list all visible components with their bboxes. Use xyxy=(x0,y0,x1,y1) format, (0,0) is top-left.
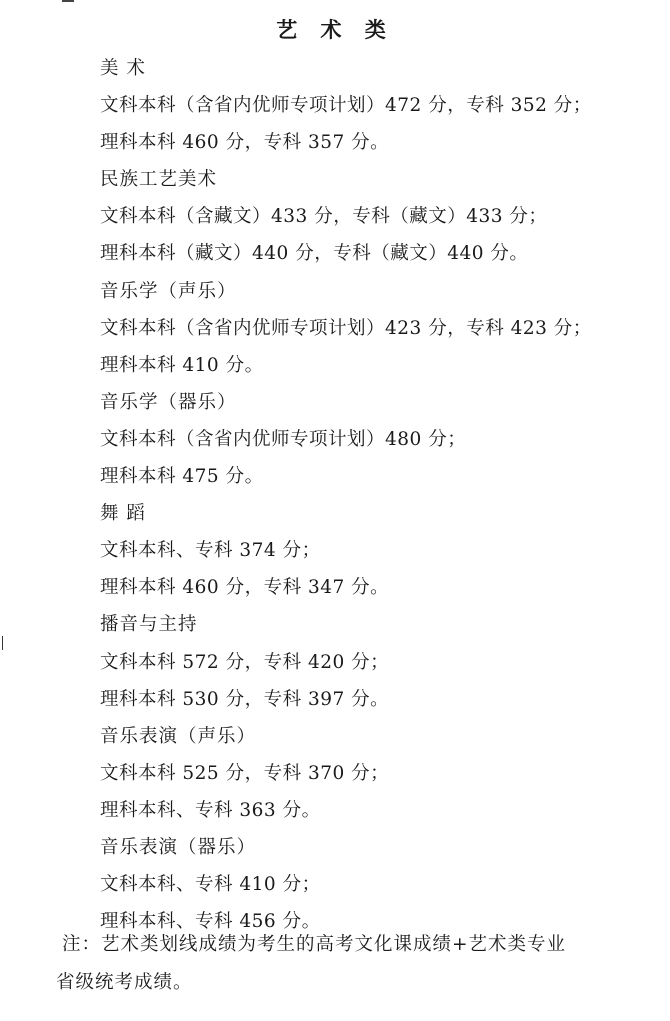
score-line: 理科本科 460 分，专科 347 分。 xyxy=(100,577,390,599)
score-line: 理科本科 410 分。 xyxy=(100,354,264,376)
footnote-line-2: 省级统考成绩。 xyxy=(56,972,193,993)
score-line: 理科本科 530 分，专科 397 分。 xyxy=(100,688,390,710)
section-heading: 播音与主持 xyxy=(100,614,198,636)
score-line: 理科本科（藏文）440 分，专科（藏文）440 分。 xyxy=(100,243,529,265)
score-line: 理科本科、专科 363 分。 xyxy=(100,799,321,821)
score-line: 理科本科 460 分，专科 357 分。 xyxy=(100,132,390,154)
section-heading: 民族工艺美术 xyxy=(100,169,218,191)
score-line: 文科本科、专科 374 分； xyxy=(100,540,321,562)
section-heading: 美 术 xyxy=(100,58,146,79)
footnote xyxy=(0,926,670,1002)
section-heading: 音乐学（声乐） xyxy=(100,280,237,302)
score-line: 文科本科（含藏文）433 分，专科（藏文）433 分； xyxy=(100,206,548,228)
score-line: 文科本科 525 分，专科 370 分； xyxy=(100,762,390,784)
section-heading: 音乐表演（声乐） xyxy=(100,725,257,747)
page-title: 艺 术 类 xyxy=(276,18,394,42)
score-line: 文科本科（含省内优师专项计划）480 分； xyxy=(100,428,467,450)
footnote-line-1: 注：艺术类划线成绩为考生的高考文化课成绩+艺术类专业 xyxy=(62,934,567,955)
score-line: 文科本科（含省内优师专项计划）423 分，专科 423 分； xyxy=(100,317,592,339)
margin-mark xyxy=(2,636,3,650)
score-line: 文科本科 572 分，专科 420 分； xyxy=(100,651,390,673)
score-line: 理科本科、专科 456 分。 xyxy=(100,911,321,933)
score-line: 文科本科（含省内优师专项计划）472 分，专科 352 分； xyxy=(100,95,592,117)
section-heading: 音乐学（器乐） xyxy=(100,391,237,413)
score-line: 文科本科、专科 410 分； xyxy=(100,874,321,896)
section-heading: 舞 蹈 xyxy=(100,503,146,525)
content-body xyxy=(0,50,670,940)
score-line: 理科本科 475 分。 xyxy=(100,466,264,488)
scan-mark xyxy=(62,0,74,2)
section-heading: 音乐表演（器乐） xyxy=(100,836,257,858)
